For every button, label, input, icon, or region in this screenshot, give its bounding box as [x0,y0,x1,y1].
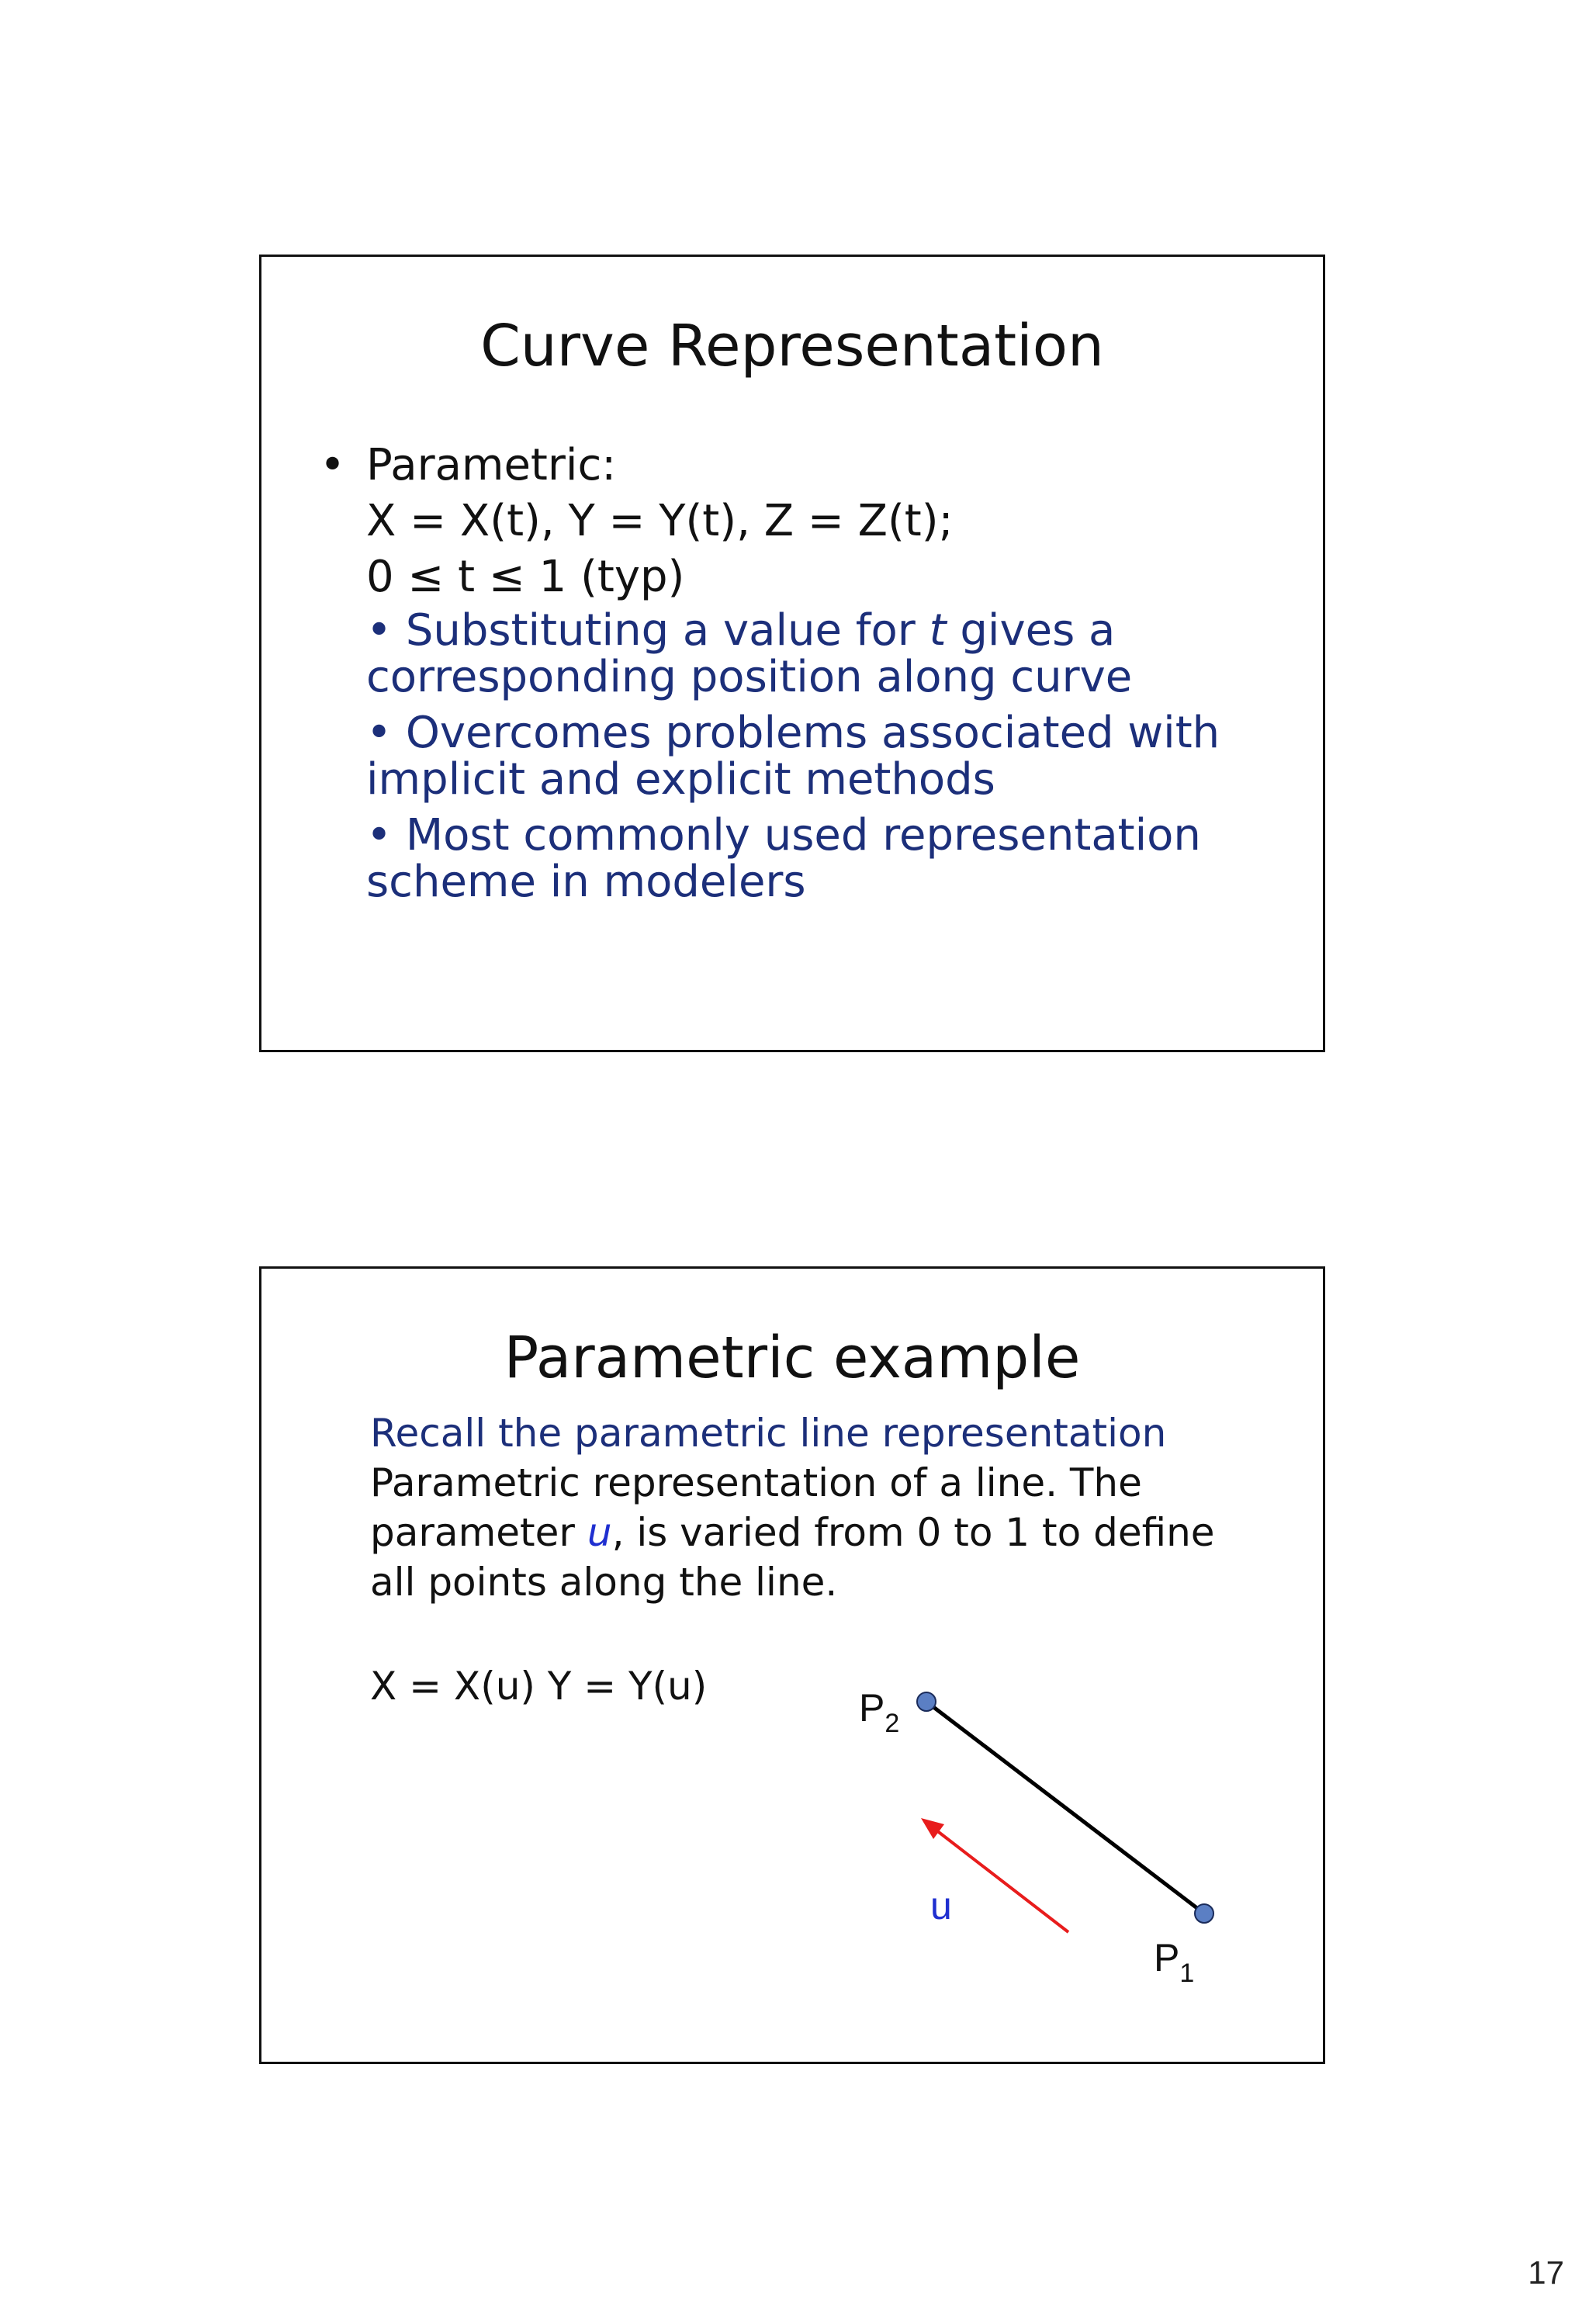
point-p1-marker [1195,1904,1213,1923]
direction-arrow-head [921,1818,944,1839]
sub-bullet-text: • Most commonly used representation [366,810,1201,861]
recall-line: Recall the parametric line representation [370,1411,1167,1456]
slide-parametric-example [259,1266,1325,2064]
bullet-marker: • [320,440,346,490]
direction-arrow-shaft [933,1827,1068,1932]
slide-title: Curve Representation [480,313,1104,379]
slide-curve-representation [259,255,1325,1052]
parametric-line-equation: X = X(u) Y = Y(u) [370,1664,708,1709]
line-diagram [261,1269,1328,2066]
point-p2-subscript: 2 [885,1709,900,1738]
point-p2-marker [917,1692,936,1711]
sub-bullet-text: implicit and explicit methods [366,754,995,805]
description-text: all points along the line. [370,1560,838,1605]
point-p1-letter: P [1154,1936,1180,1979]
sub-bullet-text: gives a [946,605,1116,656]
parametric-label: Parametric: [366,440,617,490]
slide-title: Parametric example [504,1325,1081,1391]
point-p1-label [1154,1936,1194,1988]
point-p2-label [859,1686,899,1738]
page-number: 17 [1528,2254,1564,2291]
sub-bullet-overcomes [366,710,1220,803]
sub-bullet-substituting [366,605,1133,702]
sub-bullet-text: scheme in modelers [366,857,806,907]
description-text: Parametric representation of a line. The [370,1460,1142,1505]
description-text: parameter [370,1510,587,1555]
parameter-u-label: u [930,1884,952,1927]
point-p1-subscript: 1 [1179,1959,1195,1988]
sub-bullet-text: • Substituting a value for [366,605,930,656]
sub-bullet-text: • Overcomes problems associated with [366,708,1220,758]
variable-u: u [587,1510,612,1555]
line-segment [926,1702,1204,1914]
sub-bullet-text: corresponding position along curve [366,652,1133,702]
sub-bullet-most-common [366,812,1201,906]
point-p2-letter: P [859,1686,885,1730]
parametric-equations: X = X(t), Y = Y(t), Z = Z(t); [366,496,954,546]
variable-t: t [929,605,947,656]
parameter-range: 0 ≤ t ≤ 1 (typ) [366,552,685,602]
description-text: , is varied from 0 to 1 to define [611,1510,1215,1555]
